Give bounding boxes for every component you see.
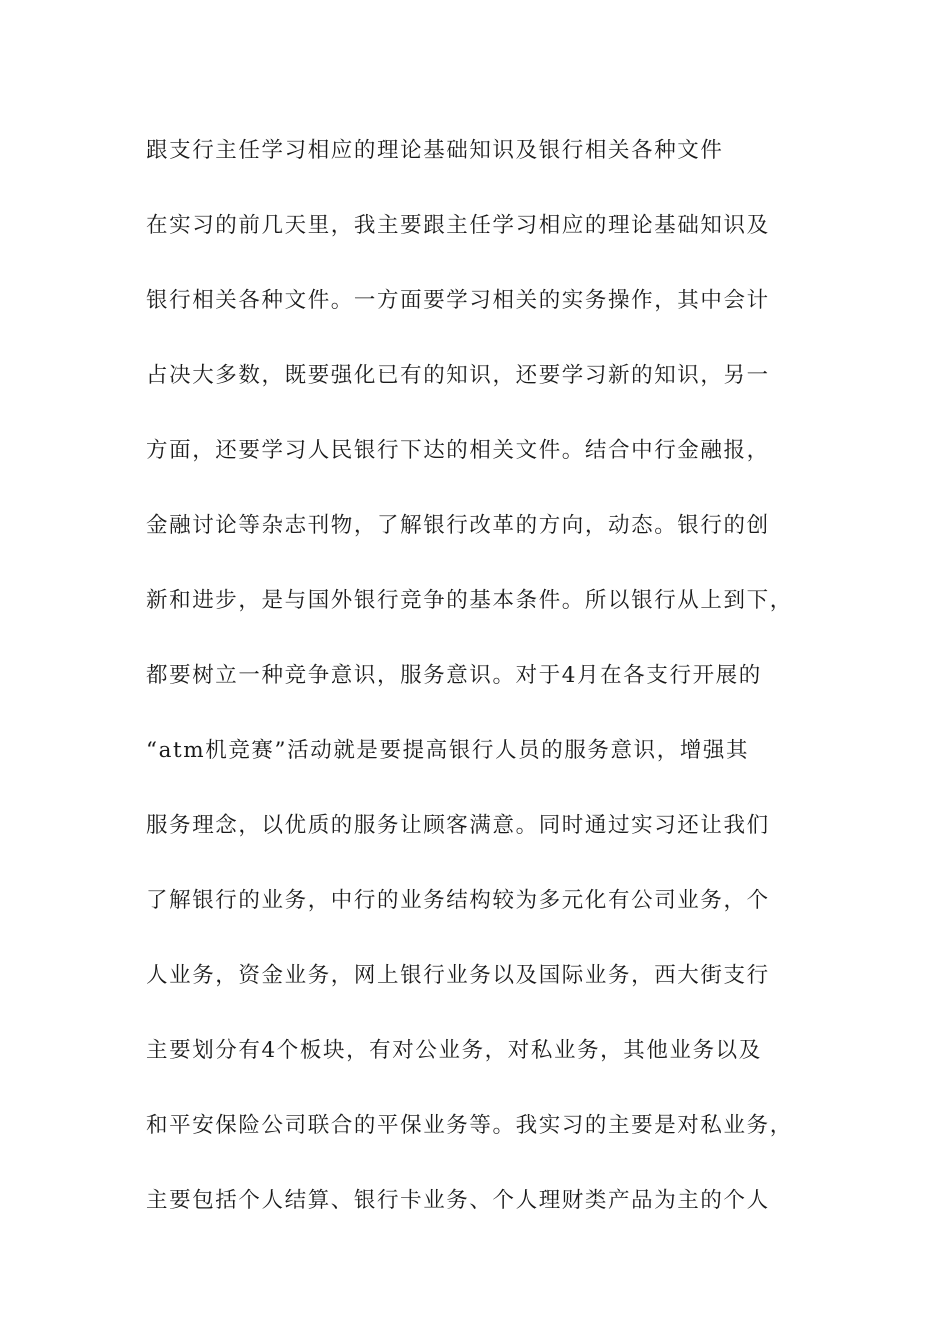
- paragraph-line: 银行相关各种文件。一方面要学习相关的实务操作，其中会计: [146, 288, 770, 313]
- paragraph-line: 和平安保险公司联合的平保业务等。我实习的主要是对私业务，: [146, 1113, 793, 1138]
- paragraph-line: 主要包括个人结算、银行卡业务、个人理财类产品为主的个人: [146, 1188, 770, 1213]
- paragraph-line: 在实习的前几天里，我主要跟主任学习相应的理论基础知识及: [146, 213, 770, 238]
- paragraph-line: “atm机竞赛”活动就是要提高银行人员的服务意识，增强其: [146, 738, 750, 763]
- paragraph-line: 都要树立一种竞争意识，服务意识。对于4月在各支行开展的: [146, 663, 762, 688]
- paragraph-line: 方面，还要学习人民银行下达的相关文件。结合中行金融报，: [146, 438, 770, 463]
- paragraph-line: 新和进步，是与国外银行竞争的基本条件。所以银行从上到下，: [146, 588, 793, 613]
- paragraph-line: 了解银行的业务，中行的业务结构较为多元化有公司业务，个: [146, 888, 770, 913]
- paragraph-line: 主要划分有4个板块，有对公业务，对私业务，其他业务以及: [146, 1038, 762, 1063]
- paragraph-line: 服务理念，以优质的服务让顾客满意。同时通过实习还让我们: [146, 813, 770, 838]
- paragraph-line: 占决大多数，既要强化已有的知识，还要学习新的知识，另一: [146, 363, 770, 388]
- document-heading: 跟支行主任学习相应的理论基础知识及银行相关各种文件: [146, 138, 724, 163]
- paragraph-line: 金融讨论等杂志刊物，了解银行改革的方向，动态。银行的创: [146, 513, 770, 538]
- paragraph-line: 人业务，资金业务，网上银行业务以及国际业务，西大街支行: [146, 963, 770, 988]
